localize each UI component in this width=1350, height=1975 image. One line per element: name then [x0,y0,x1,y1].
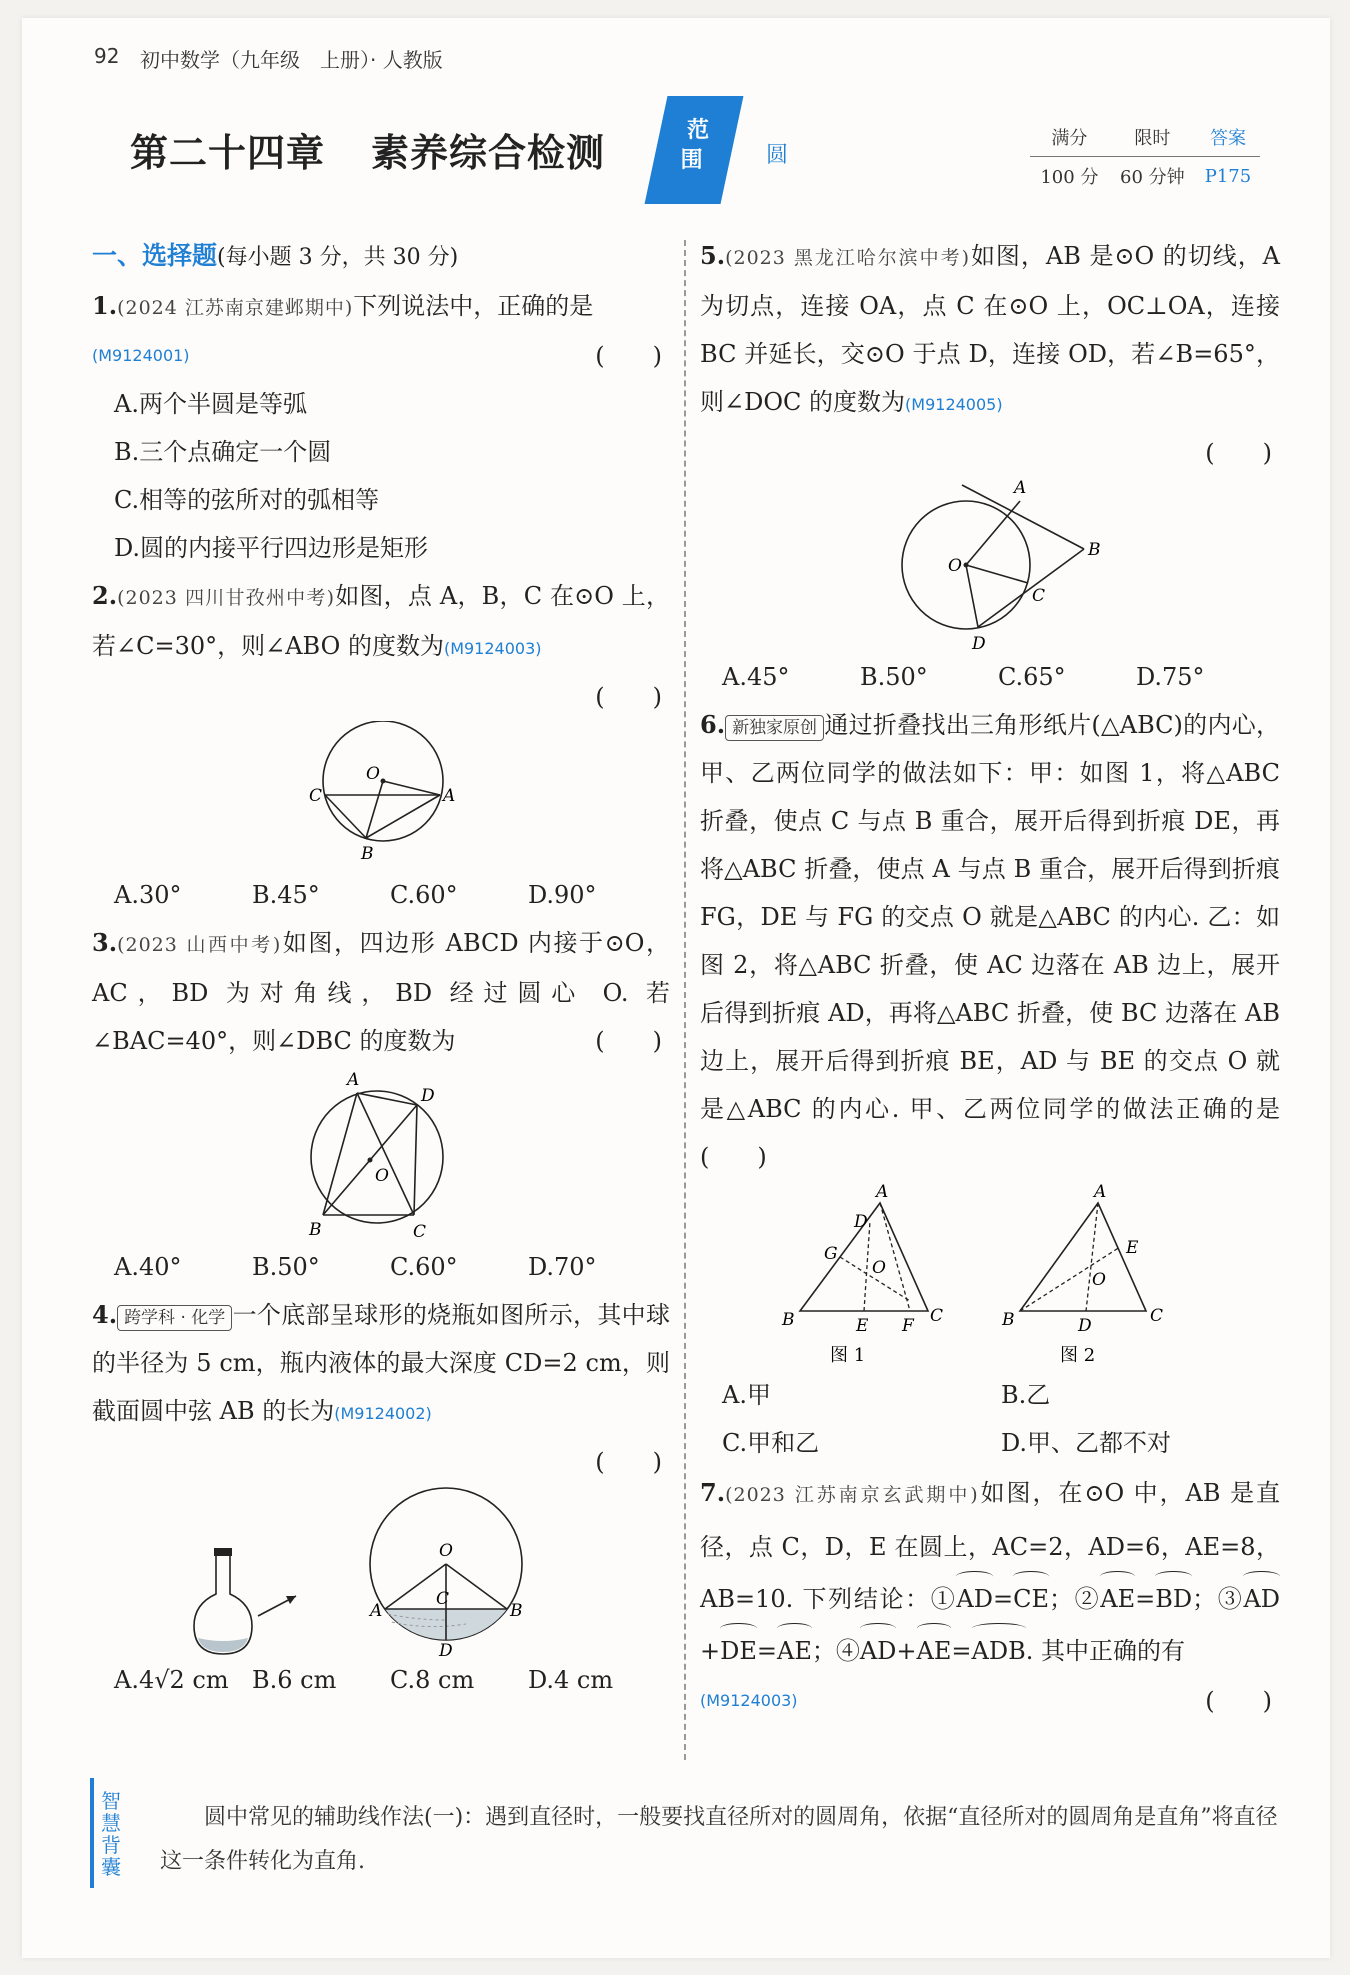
svg-text:A: A [1094,1182,1107,1202]
q2-options: A.30° B.45° C.60° D.90° [114,881,597,909]
page-number: 92 [94,44,120,68]
q4-options: A.4√2 cm B.6 cm C.8 cm D.4 cm [114,1666,614,1694]
q2-figure [281,721,481,871]
answer-blank[interactable]: ( ) [700,1143,767,1171]
svg-text:B: B [510,1601,523,1621]
q4-figure [146,1486,616,1656]
right-column: 5.(2023 黑龙江哈尔滨中考)如图，AB 是⊙O 的切线，A 为切点，连接 OA，点 C 在⊙O 上，OC⊥OA，连接 BC 并延长，交⊙O 于点 D，连接 OD，若∠B=65°，则∠DOC 的度数为(M9124005) ( ) A B O C D A.45° B.50° C.65° D.75° 6. 新独家原创 通过折叠找出三角形纸片(△ABC)的内心，甲、乙两位同学的做法如下：甲：如图 1，将△ABC 折叠，使点 C 与点 B 重合，展开后得到折痕 DE，再将△ABC 折叠，使点 A 与点 B 重合，展开后得到折痕 FG，DE 与 FG 的交点 O 就是△ABC 的内心. 乙：如图 2，将△ABC 折叠，使 AC 边落在 AB 边上，展开后得到折痕 AD，再将△ABC 折叠，使 BC 边落在 AB 边上，展开后得到折痕 BE，AD 与 BE 的交点 O 就是△ABC 的内心. 甲、乙两位同学的做法正确的是( ) A D G O B E F C 图 1 A E O B D C 图 2 A.甲 B.乙 C.甲和乙 D.甲、乙都不对 7.(2023 江苏南京玄武期中)如图，在⊙O 中，AB 是直径，点 C，D，E 在圆上，AC=2，AD=6，AE=8，AB=10. 下列结论：①AD=CE；②AE=BD；③AD+DE=AE；④AD+AE=ADB. 其中正确的有 (M9124003) ( ) [700,232,1280,1725]
answer-blank[interactable]: ( ) [595,683,662,711]
svg-text:O: O [375,1166,389,1186]
svg-text:O: O [948,556,962,576]
option[interactable]: C.相等的弦所对的弧相等 [114,486,380,514]
option[interactable]: A.两个半圆是等弧 [114,390,307,418]
left-column: 一、选择题(每小题 3 分，共 30 分) 1.(2024 江苏南京建邺期中)下列说法中，正确的是 (M9124001) ( ) A.两个半圆是等弧 B.三个点确定一个圆 C.相等的弦所对的弧相等 D.圆的内接平行四边形是矩形 2.(2023 四川甘孜州中考)如图，点 A，B，C 在⊙O 上，若∠C=30°，则∠ABO 的度数为(M9124003) ( ) O C A B A.30° B.45° C.60° D.90° 3.(2023 山西中考)如图，四边形 ABCD 内接于⊙O，AC，BD 为对角线，BD 经过圆心 O. 若∠BAC=40°，则∠DBC 的度数为 ( ) A D O B C A.40° B.50° C.60° D.70° 4. 跨学科 · 化学 一个底部呈球形的烧瓶如图所示，其中球的半径为 5 cm，瓶内液体的最大深度 CD=2 cm，则截面圆中弦 AB 的长为(M9124002) ( ) O C A B D A.4√2 cm B.6 cm C.8 cm D.4 cm [92,232,670,1704]
svg-text:D: D [439,1641,453,1656]
answer-blank[interactable]: ( ) [1205,1687,1272,1715]
tip-text: 圆中常见的辅助线作法(一)：遇到直径时，一般要找直径所对的圆周角，依据“直径所对的圆周角是直角”将直径这一条件转化为直角. [160,1805,1278,1874]
question-7: 7.(2023 江苏南京玄武期中)如图，在⊙O 中，AB 是直径，点 C，D，E 在圆上，AC=2，AD=6，AE=8，AB=10. 下列结论：①AD=CE；②AE=BD；③AD+DE=AE；④AD+AE=ADB. 其中正确的有 [700,1467,1280,1677]
scope-badge: 范 围 [645,96,744,204]
svg-text:A: A [347,1070,360,1090]
svg-text:B: B [1002,1310,1015,1330]
svg-text:B: B [309,1220,322,1240]
svg-text:C: C [930,1306,944,1326]
svg-text:B: B [782,1310,795,1330]
option[interactable]: B.三个点确定一个圆 [114,438,332,466]
q3-figure [281,1065,481,1243]
svg-text:D: D [421,1086,435,1106]
svg-text:B: B [1088,540,1101,560]
answer-blank[interactable]: ( ) [595,1448,662,1476]
question-1: 1.(2024 江苏南京建邺期中)下列说法中，正确的是 [92,291,594,320]
svg-text:G: G [824,1244,838,1264]
svg-text:D: D [972,634,986,653]
svg-text:图 1: 图 1 [830,1345,866,1366]
tip-bar [90,1778,94,1888]
option[interactable]: D.圆的内接平行四边形是矩形 [114,534,429,562]
answer-blank[interactable]: ( ) [595,342,662,370]
svg-text:F: F [902,1316,914,1336]
exam-meta: 满分 限时 答案 100 分 60 分钟 P175 [1030,118,1260,195]
question-4: 4. 跨学科 · 化学 一个底部呈球形的烧瓶如图所示，其中球的半径为 5 cm，瓶内液体的最大深度 CD=2 cm，则截面圆中弦 AB 的长为(M9124002) [92,1300,670,1425]
svg-text:A: A [443,786,456,806]
svg-text:O: O [1092,1270,1106,1290]
column-divider [684,240,686,1760]
svg-text:O: O [872,1258,886,1278]
question-6: 6. 新独家原创 通过折叠找出三角形纸片(△ABC)的内心，甲、乙两位同学的做法如下：甲：如图 1，将△ABC 折叠，使点 C 与点 B 重合，展开后得到折痕 DE，再将△ABC 折叠，使点 A 与点 B 重合，展开后得到折痕 FG，DE 与 FG 的交点 O 就是△ABC 的内心. 乙：如图 2，将△ABC 折叠，使 AC 边落在 AB 边上，展开后得到折痕 AD，再将△ABC 折叠，使 BC 边落在 AB 边上，展开后得到折痕 BE，AD 与 BE 的交点 O 就是△ABC 的内心. 甲、乙两位同学的做法正确的是( ) [700,710,1280,1171]
svg-text:D: D [1078,1316,1092,1336]
tip-label: 智慧背囊 [101,1789,121,1879]
q5-figure [870,477,1110,653]
section-title: 一、选择题(每小题 3 分，共 30 分) [92,241,459,270]
q5-options: A.45° B.50° C.65° D.75° [722,663,1205,691]
q6-options-row2: C.甲和乙 D.甲、乙都不对 [722,1429,1172,1457]
svg-text:A: A [876,1182,889,1202]
svg-text:图 2: 图 2 [1060,1345,1096,1366]
question-2: 2.(2023 四川甘孜州中考)如图，点 A，B，C 在⊙O 上，若∠C=30°，则∠ABO 的度数为(M9124003) [92,581,670,660]
svg-text:C: C [309,786,323,806]
svg-text:E: E [856,1316,869,1336]
svg-text:C: C [1150,1306,1164,1326]
answer-blank[interactable]: ( ) [595,1027,662,1055]
chapter-title: 素养综合检测 [371,131,606,175]
chapter-heading [130,122,651,177]
answer-blank[interactable]: ( ) [1205,439,1272,467]
q3-options: A.40° B.50° C.60° D.70° [114,1253,597,1281]
svg-text:E: E [1126,1238,1139,1258]
svg-text:A: A [1014,478,1027,498]
svg-text:B: B [361,844,374,864]
question-3: 3.(2023 山西中考)如图，四边形 ABCD 内接于⊙O，AC，BD 为对角线，BD 经过圆心 O. 若∠BAC=40°，则∠DBC 的度数为 [92,928,671,1055]
scope-topic: 圆 [766,143,789,168]
svg-text:D: D [854,1212,868,1232]
book-title: 初中数学（九年级 上册）· 人教版 [140,48,443,72]
svg-text:C: C [413,1222,427,1242]
q6-options-row1: A.甲 B.乙 [722,1381,1051,1409]
svg-text:O: O [366,764,380,784]
question-5: 5.(2023 黑龙江哈尔滨中考)如图，AB 是⊙O 的切线，A 为切点，连接 OA，点 C 在⊙O 上，OC⊥OA，连接 BC 并延长，交⊙O 于点 D，连接 OD，若∠B=65°，则∠DOC 的度数为(M9124005) [700,241,1280,416]
answer-link[interactable]: P175 [1204,165,1252,187]
q6-figures [770,1181,1210,1371]
svg-text:O: O [439,1541,453,1561]
svg-text:C: C [1032,586,1046,606]
svg-text:A: A [370,1601,383,1621]
chapter-number: 第二十四章 [130,131,326,175]
svg-text:C: C [436,1589,450,1609]
